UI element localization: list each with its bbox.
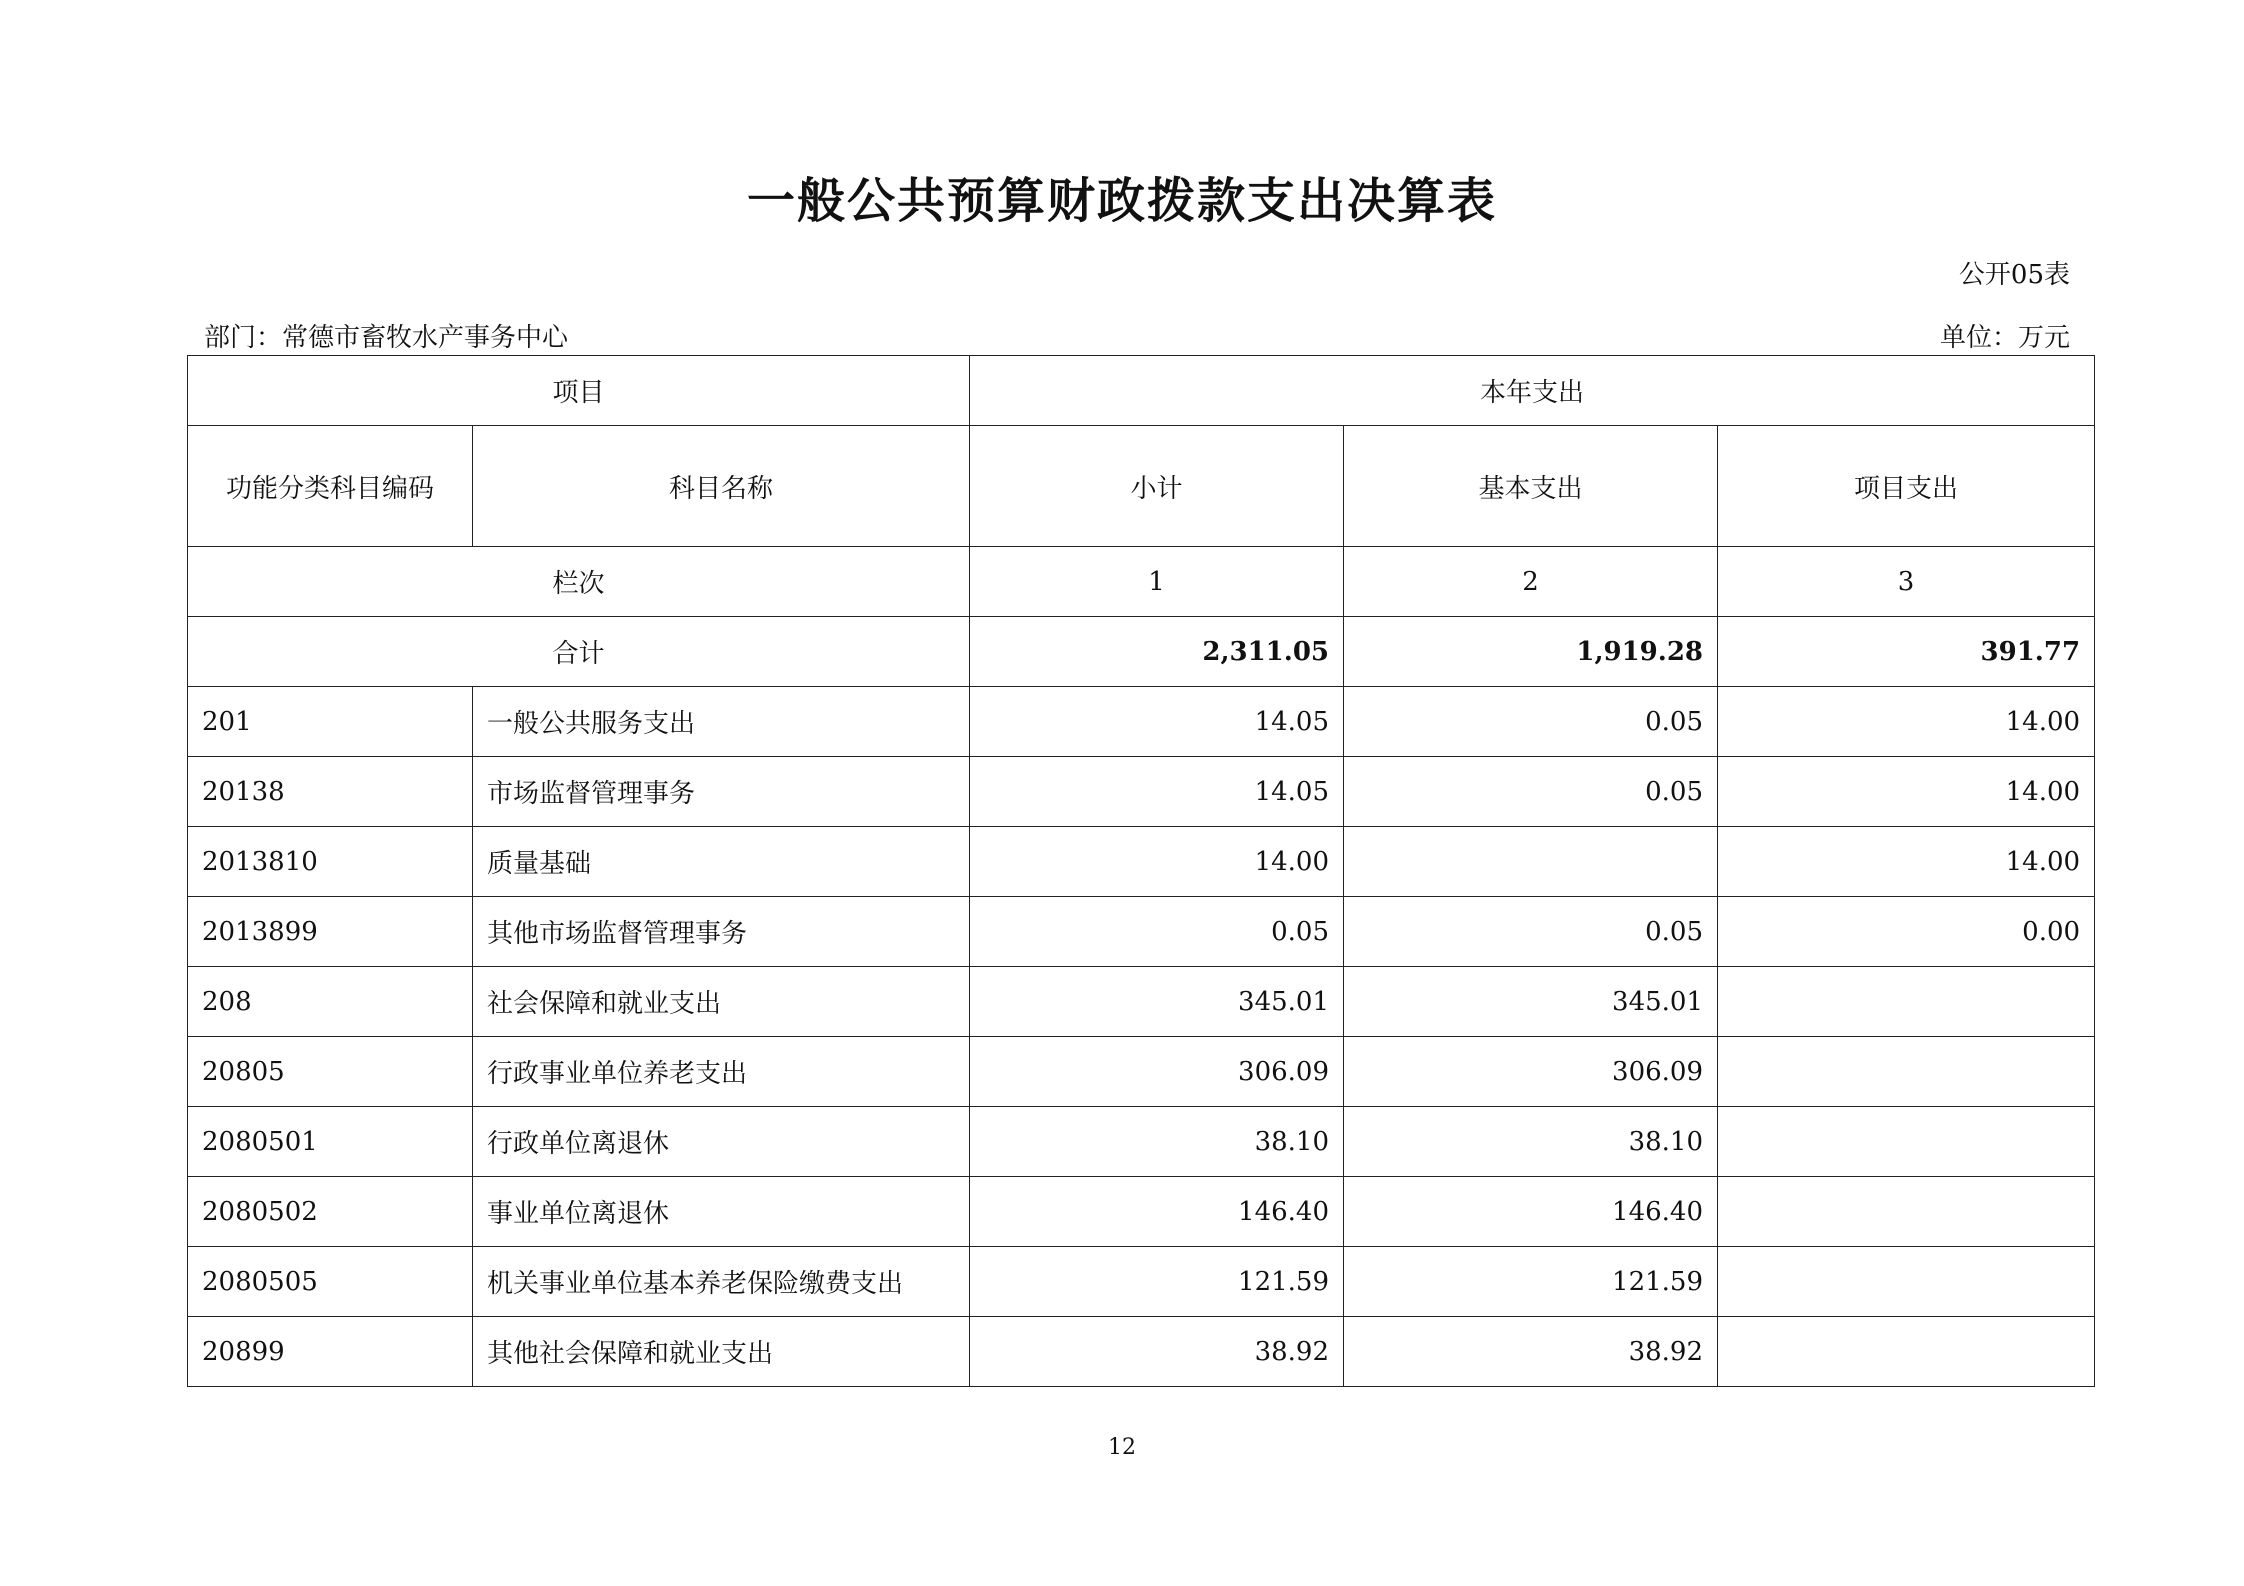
column-index-1: 1	[970, 547, 1344, 617]
total-basic: 1,919.28	[1344, 617, 1718, 687]
table-row	[188, 897, 2095, 967]
row-basic: 38.92	[1344, 1317, 1718, 1387]
header-basic: 基本支出	[1344, 426, 1718, 547]
header-code: 功能分类科目编码	[188, 426, 473, 547]
row-project: 0.00	[1718, 897, 2095, 967]
page-number: 12	[1108, 1435, 1136, 1460]
table-row	[188, 757, 2095, 827]
row-project	[1718, 1247, 2095, 1317]
row-project: 14.00	[1718, 687, 2095, 757]
row-subtotal: 38.10	[970, 1107, 1344, 1177]
column-index-row	[188, 547, 2095, 617]
row-code: 2013810	[188, 827, 473, 897]
total-subtotal: 2,311.05	[970, 617, 1344, 687]
row-basic: 0.05	[1344, 687, 1718, 757]
column-index-3: 3	[1718, 547, 2095, 617]
row-subtotal: 14.05	[970, 687, 1344, 757]
unit-label: 单位：万元	[1939, 323, 2070, 353]
row-name: 其他市场监督管理事务	[473, 897, 970, 967]
row-code: 20899	[188, 1317, 473, 1387]
column-index-2: 2	[1344, 547, 1718, 617]
row-name: 行政单位离退休	[473, 1107, 970, 1177]
row-subtotal: 306.09	[970, 1037, 1344, 1107]
row-basic: 38.10	[1344, 1107, 1718, 1177]
table-row	[188, 967, 2095, 1037]
total-row	[188, 617, 2095, 687]
total-label: 合计	[188, 617, 970, 687]
row-subtotal: 14.05	[970, 757, 1344, 827]
table-row	[188, 1177, 2095, 1247]
row-code: 201	[188, 687, 473, 757]
row-name: 一般公共服务支出	[473, 687, 970, 757]
row-subtotal: 121.59	[970, 1247, 1344, 1317]
header-name: 科目名称	[473, 426, 970, 547]
row-basic: 0.05	[1344, 757, 1718, 827]
row-code: 2013899	[188, 897, 473, 967]
column-index-label: 栏次	[188, 547, 970, 617]
table-row	[188, 1247, 2095, 1317]
table-number: 公开05表	[1958, 260, 2070, 290]
row-project: 14.00	[1718, 757, 2095, 827]
header-item: 项目	[188, 356, 970, 426]
row-basic: 345.01	[1344, 967, 1718, 1037]
row-name: 质量基础	[473, 827, 970, 897]
table-row	[188, 827, 2095, 897]
total-project: 391.77	[1718, 617, 2095, 687]
header-row-1	[188, 356, 2095, 426]
table-row	[188, 1107, 2095, 1177]
row-code: 2080502	[188, 1177, 473, 1247]
row-basic: 146.40	[1344, 1177, 1718, 1247]
row-code: 2080505	[188, 1247, 473, 1317]
row-code: 20138	[188, 757, 473, 827]
row-subtotal: 0.05	[970, 897, 1344, 967]
row-project	[1718, 967, 2095, 1037]
table-row	[188, 1317, 2095, 1387]
page-title: 一般公共预算财政拨款支出决算表	[746, 173, 1497, 229]
row-name: 事业单位离退休	[473, 1177, 970, 1247]
row-name: 市场监督管理事务	[473, 757, 970, 827]
expenditure-table	[187, 355, 2095, 1387]
row-name: 机关事业单位基本养老保险缴费支出	[473, 1247, 970, 1317]
header-subtotal: 小计	[970, 426, 1344, 547]
row-subtotal: 38.92	[970, 1317, 1344, 1387]
header-current-year: 本年支出	[970, 356, 2095, 426]
table-row	[188, 687, 2095, 757]
row-basic	[1344, 827, 1718, 897]
department-label: 部门：常德市畜牧水产事务中心	[204, 323, 569, 353]
row-name: 社会保障和就业支出	[473, 967, 970, 1037]
row-name: 行政事业单位养老支出	[473, 1037, 970, 1107]
row-code: 2080501	[188, 1107, 473, 1177]
row-subtotal: 146.40	[970, 1177, 1344, 1247]
row-code: 208	[188, 967, 473, 1037]
row-project	[1718, 1107, 2095, 1177]
row-project	[1718, 1317, 2095, 1387]
row-basic: 0.05	[1344, 897, 1718, 967]
row-project	[1718, 1177, 2095, 1247]
row-basic: 121.59	[1344, 1247, 1718, 1317]
table-row	[188, 1037, 2095, 1107]
row-project	[1718, 1037, 2095, 1107]
row-subtotal: 345.01	[970, 967, 1344, 1037]
header-row-2	[188, 426, 2095, 547]
row-project: 14.00	[1718, 827, 2095, 897]
header-project: 项目支出	[1718, 426, 2095, 547]
row-subtotal: 14.00	[970, 827, 1344, 897]
row-basic: 306.09	[1344, 1037, 1718, 1107]
row-code: 20805	[188, 1037, 473, 1107]
row-name: 其他社会保障和就业支出	[473, 1317, 970, 1387]
